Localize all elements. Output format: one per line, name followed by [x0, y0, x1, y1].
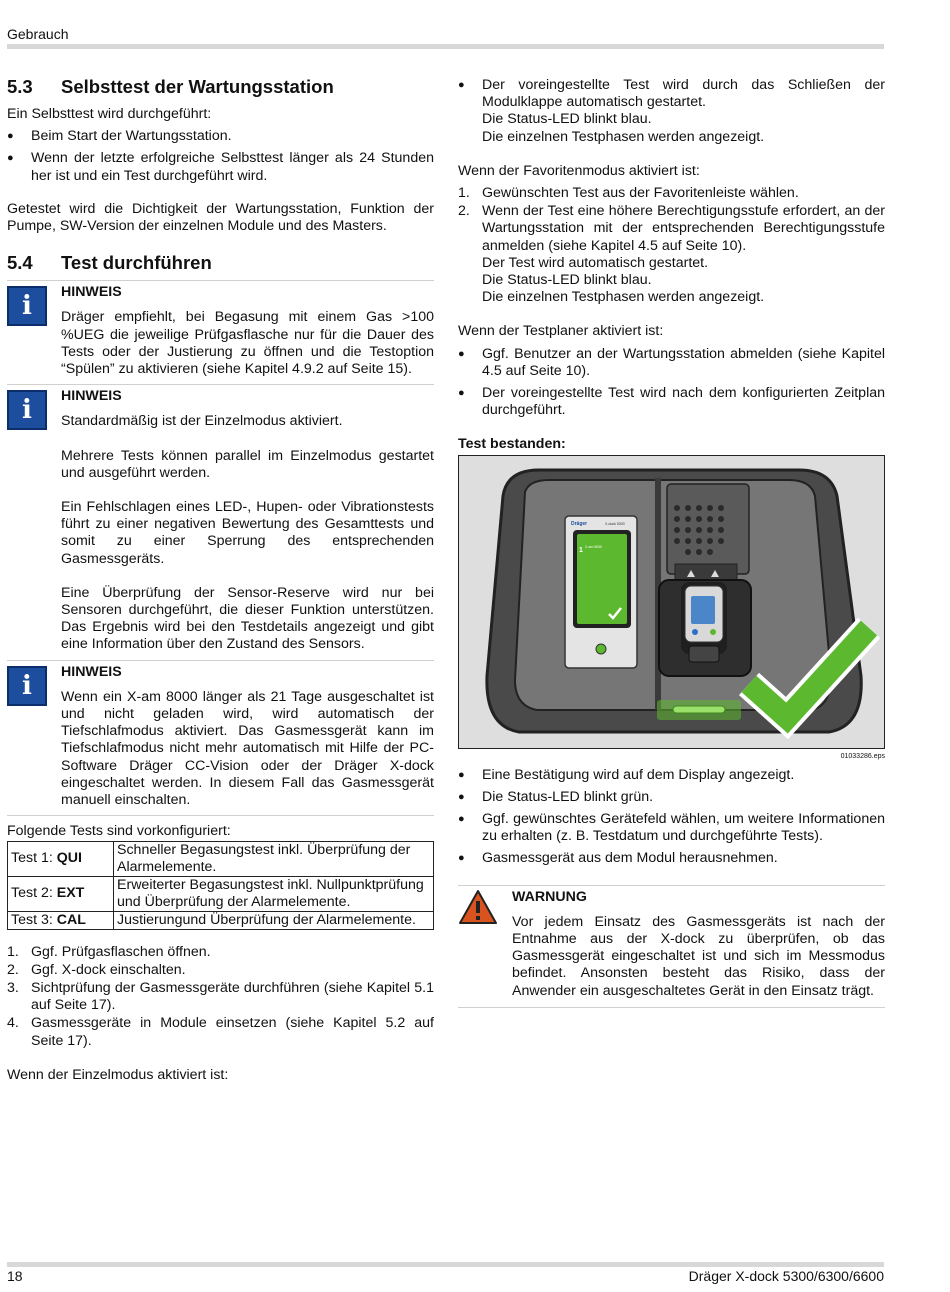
note-text: Eine Überprüfung der Sensor-Reserve wird nur bei Sensoren durchgeführt, die dieser Funktion unterstützen. Das Ergebnis wird bei den Testdetails angezeigt und gibt eine Information über den Zustand des Sensors. — [61, 584, 434, 653]
table-row — [8, 876, 434, 911]
section-5-3-heading — [7, 76, 434, 98]
note-text: Wenn ein X-am 8000 länger als 21 Tage ausgeschaltet ist und nicht geladen wird, wird automatisch der Tiefschlafmodus aktiviert. Das Gasmessgerät kann im Tiefschlafmodus nicht mehr automatisch mit Hilfe der PC-Software Dräger CC-Vision oder der Dräger X-dock eingeschaltet werden. In diesem Fall das Gasmessgerät manuell einschalten. — [61, 688, 434, 809]
favorite-steps-list — [458, 185, 885, 306]
header-rule — [7, 44, 884, 49]
table-row — [8, 911, 434, 929]
table-cell: Test 1: QUI — [8, 841, 114, 876]
list-item: ● Eine Bestätigung wird auf dem Display angezeigt. — [458, 767, 885, 784]
note-title: HINWEIS — [61, 663, 122, 680]
list-item: ● Der voreingestellte Test wird nach dem konfigurierten Zeitplan durchgeführt. — [458, 385, 885, 419]
table-cell: Erweiterter Begasungstest inkl. Nullpunktprüfung und Überprüfung der Alarmelemente. — [114, 876, 434, 911]
section-5-4-heading — [7, 252, 434, 274]
note-text: Dräger empfiehlt, bei Begasung mit einem Gas >100 %UEG die jeweilige Prüfgasflasche nur für die Dauer des Tests oder der Justierung zu öffnen und die Testoption “Spülen” zu aktivieren (siehe Kapitel 4.9.2 auf Seite 15). — [61, 309, 434, 378]
list-item: ● Beim Start der Wartungsstation. — [7, 128, 434, 145]
footer-rule — [7, 1262, 884, 1267]
warning-end-rule — [458, 1007, 885, 1008]
note-end-rule — [7, 815, 434, 816]
product-name: Dräger X-dock 5300/6300/6600 — [688, 1268, 884, 1284]
section-number: 5.4 — [7, 252, 33, 274]
tests-intro: Folgende Tests sind vorkonfiguriert: — [7, 823, 231, 840]
self-test-paragraph: Getestet wird die Dichtigkeit der Wartungsstation, Funktion der Pumpe, SW-Version der einzelnen Module und des Masters. — [7, 200, 434, 235]
list-item: 2. Wenn der Test eine höhere Berechtigungsstufe erfordert, an der Wartungsstation mit der entsprechenden Berechtigungsstufe anmelden (siehe Kapitel 4.5 auf Seite 10). Der Test wird automatisch gestartet. Die Status-LED blinkt blau. Die einzelnen Testphasen werden angezeigt. — [458, 203, 885, 306]
warning-text: Vor jedem Einsatz des Gasmessgeräts ist nach der Entnahme aus der X-dock zu überprüfen, ob das Gasmessgerät eingeschaltet ist und sich im Messmodus befindet. Ansonsten besteht das Risiko, dass der Anwender ein ausgeschaltetes Gerät in den Einsatz trägt. — [512, 913, 885, 999]
list-item: ● Ggf. Benutzer an der Wartungsstation abmelden (siehe Kapitel 4.5 auf Seite 10). — [458, 346, 885, 380]
favorite-mode-intro: Wenn der Favoritenmodus aktiviert ist: — [458, 162, 700, 179]
note-box-1 — [7, 280, 434, 378]
note-title: HINWEIS — [61, 388, 122, 405]
section-number: 5.3 — [7, 76, 33, 97]
list-item: 1. Ggf. Prüfgasflaschen öffnen. — [7, 943, 211, 960]
table-cell: Justierungund Überprüfung der Alarmelemente. — [114, 911, 434, 929]
list-item: ● Gasmessgerät aus dem Modul herausnehmen. — [458, 850, 885, 867]
list-item: ● Die Status-LED blinkt grün. — [458, 789, 885, 806]
info-icon: i — [7, 390, 47, 430]
table-row — [8, 841, 434, 876]
list-item: 4. Gasmessgeräte in Module einsetzen (siehe Kapitel 5.2 auf Seite 17). — [7, 1015, 434, 1049]
table-cell: Schneller Begasungstest inkl. Überprüfung der Alarmelemente. — [114, 841, 434, 876]
list-item: 1. Gewünschten Test aus der Favoritenleiste wählen. — [458, 185, 799, 202]
section-title: Test durchführen — [61, 252, 212, 274]
list-item: 2. Ggf. X-dock einschalten. — [7, 961, 186, 978]
tests-table — [7, 841, 434, 930]
info-icon: i — [7, 286, 47, 326]
device-brand: Dräger — [571, 520, 588, 527]
info-icon: i — [7, 666, 47, 706]
page-number: 18 — [7, 1268, 23, 1284]
running-header: Gebrauch — [7, 26, 69, 42]
table-cell: Test 3: CAL — [8, 911, 114, 929]
self-test-list — [7, 128, 434, 185]
x-dock-figure — [458, 455, 885, 749]
list-item: 3. Sichtprüfung der Gasmessgeräte durchführen (siehe Kapitel 5.1 auf Seite 17). — [7, 979, 434, 1014]
warning-icon — [458, 889, 498, 925]
screen-number: 1 — [579, 546, 583, 554]
device-model: X-dock 5300 — [605, 521, 625, 526]
steps-list — [7, 944, 434, 1050]
left-column — [7, 76, 434, 1084]
single-mode-list — [458, 77, 885, 146]
screen-device: X-am 5000 — [585, 544, 603, 549]
test-passed-title: Test bestanden: — [458, 436, 566, 453]
list-item: ● Ggf. gewünschtes Gerätefeld wählen, um weitere Informationen zu erhalten (z. B. Testdatum und durchgeführte Tests). — [458, 811, 885, 845]
note-box-3 — [7, 660, 434, 810]
self-test-intro: Ein Selbsttest wird durchgeführt: — [7, 106, 212, 122]
table-cell: Test 2: EXT — [8, 876, 114, 911]
note-text: Mehrere Tests können parallel im Einzelmodus gestartet und ausgeführt werden. — [61, 447, 434, 481]
note-title: HINWEIS — [61, 284, 122, 301]
right-column — [458, 77, 885, 1008]
single-mode-intro: Wenn der Einzelmodus aktiviert ist: — [7, 1066, 229, 1083]
note-box-2 — [7, 384, 434, 653]
section-title: Selbsttest der Wartungsstation — [61, 76, 334, 97]
list-item: ● Der voreingestellte Test wird durch das Schließen der Modulklappe automatisch gestartet. Die Status-LED blinkt blau. Die einzelnen Testphasen werden angezeigt. — [458, 77, 885, 146]
list-item: ● Wenn der letzte erfolgreiche Selbsttest länger als 24 Stunden her ist und ein Test durchgeführt wird. — [7, 150, 434, 184]
x-dock-illustration — [459, 456, 885, 749]
warning-box — [458, 885, 885, 1000]
figure-caption: 01033286.eps — [840, 752, 885, 760]
warning-title: WARNUNG — [512, 888, 587, 905]
note-text: Ein Fehlschlagen eines LED-, Hupen- oder Vibrationstests führt zu einer negativen Bewertung des Gesamttests und somit zu einer Sperrung des entsprechenden Gasmessgeräts. — [61, 499, 434, 567]
planner-list — [458, 346, 885, 420]
passed-list — [458, 767, 885, 868]
note-text: Standardmäßig ist der Einzelmodus aktiviert. — [61, 413, 343, 430]
planner-intro: Wenn der Testplaner aktiviert ist: — [458, 323, 664, 340]
